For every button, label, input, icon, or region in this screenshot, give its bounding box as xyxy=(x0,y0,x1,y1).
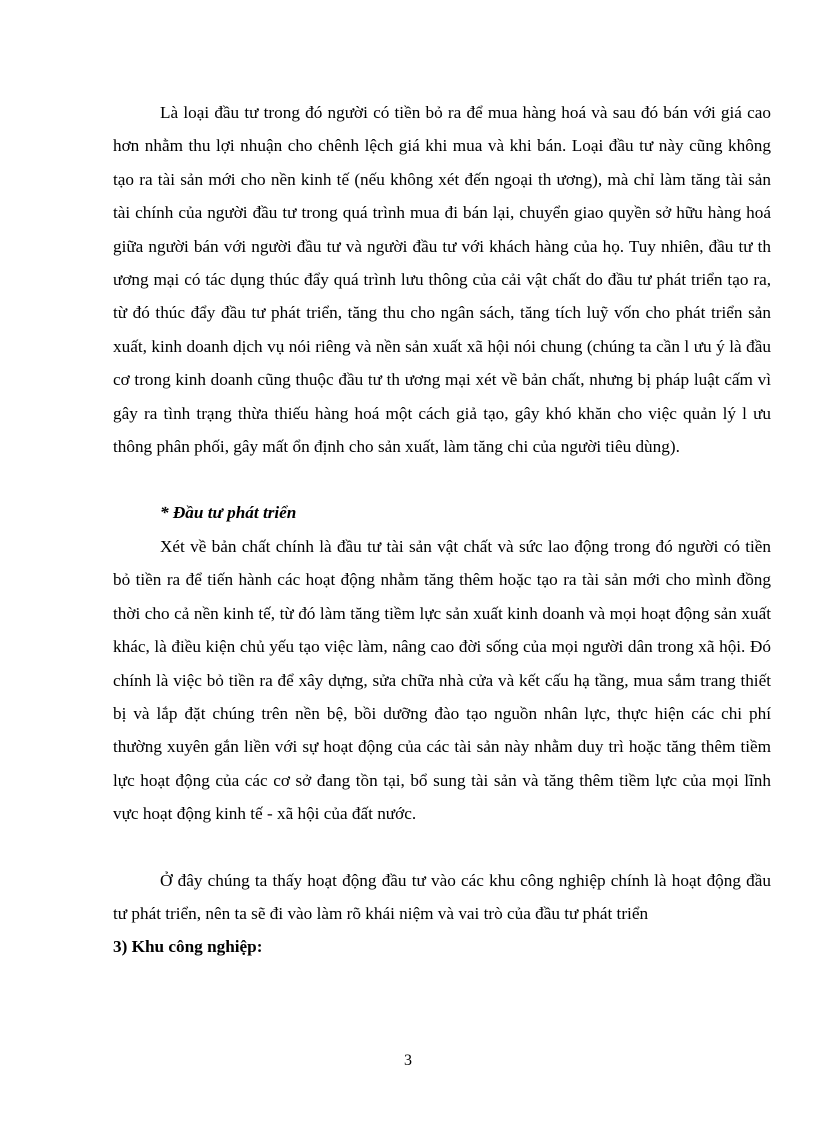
document-body xyxy=(113,96,771,964)
subheading-development-investment: * Đầu tư phát triển xyxy=(160,503,297,523)
section-heading-industrial-zone: 3) Khu công nghiệp: xyxy=(113,937,263,957)
page-number: 3 xyxy=(404,1052,412,1069)
paragraph-gap xyxy=(113,463,771,496)
paragraph-commercial-investment: Là loại đầu tư trong đó người có tiền bỏ ra để mua hàng hoá và sau đó bán với giá cao hơn nhằm thu lợi nhuận cho chênh lệch giá khi mua và khi bán. Loại đầu tư này cũng không tạo ra tài sản mới cho nền kinh tế (nếu không xét đến ngoại th ương), mà chỉ làm tăng tài sản tài chính của người đầu tư trong quá trình mua đi bán lại, chuyển giao quyền sở hữu hàng hoá giữa người bán với người đầu tư và người đầu tư với khách hàng của họ. Tuy nhiên, đầu tư th ương mại có tác dụng thúc đẩy quá trình lưu thông của cải vật chất do đầu tư phát triển tạo ra, từ đó thúc đẩy đầu tư phát triển, tăng thu cho ngân sách, tăng tích luỹ vốn cho phát triển sản xuất, kinh doanh dịch vụ nói riêng và nền sản xuất xã hội nói chung (chúng ta cần l ưu ý là đầu cơ trong kinh doanh cũng thuộc đầu tư th ương mại xét về bản chất, nhưng bị pháp luật cấm vì gây ra tình trạng thừa thiếu hàng hoá một cách giả tạo, gây khó khăn cho việc quản lý l ưu thông phân phối, gây mất ổn định cho sản xuất, làm tăng chi của người tiêu dùng). xyxy=(113,103,771,457)
paragraph-gap xyxy=(113,831,771,864)
paragraph-industrial-zone-intro: Ở đây chúng ta thấy hoạt động đầu tư vào các khu công nghiệp chính là hoạt động đầu tư phát triển, nên ta sẽ đi vào làm rõ khái niệm và vai trò của đầu tư phát triển xyxy=(113,870,771,923)
paragraph-development-investment: Xét về bản chất chính là đầu tư tài sản vật chất và sức lao động trong đó người có tiền bỏ tiền ra để tiến hành các hoạt động nhằm tăng thêm hoặc tạo ra tài sản mới cho mình đồng thời cho cả nền kinh tế, từ đó làm tăng tiềm lực sản xuất kinh doanh và mọi hoạt động sản xuất khác, là điều kiện chủ yếu tạo việc làm, nâng cao đời sống của mọi người dân trong xã hội. Đó chính là việc bỏ tiền ra để xây dựng, sửa chữa nhà cửa và kết cấu hạ tầng, mua sắm trang thiết bị và lắp đặt chúng trên nền bệ, bồi dưỡng đào tạo nguồn nhân lực, thực hiện các chi phí thường xuyên gắn liền với sự hoạt động của các tài sản này nhằm duy trì hoặc tăng thêm tiềm lực hoạt động của các cơ sở đang tồn tại, bổ sung tài sản và tăng thêm tiềm lực của mọi lĩnh vực hoạt động kinh tế - xã hội của đất nước. xyxy=(113,536,771,824)
